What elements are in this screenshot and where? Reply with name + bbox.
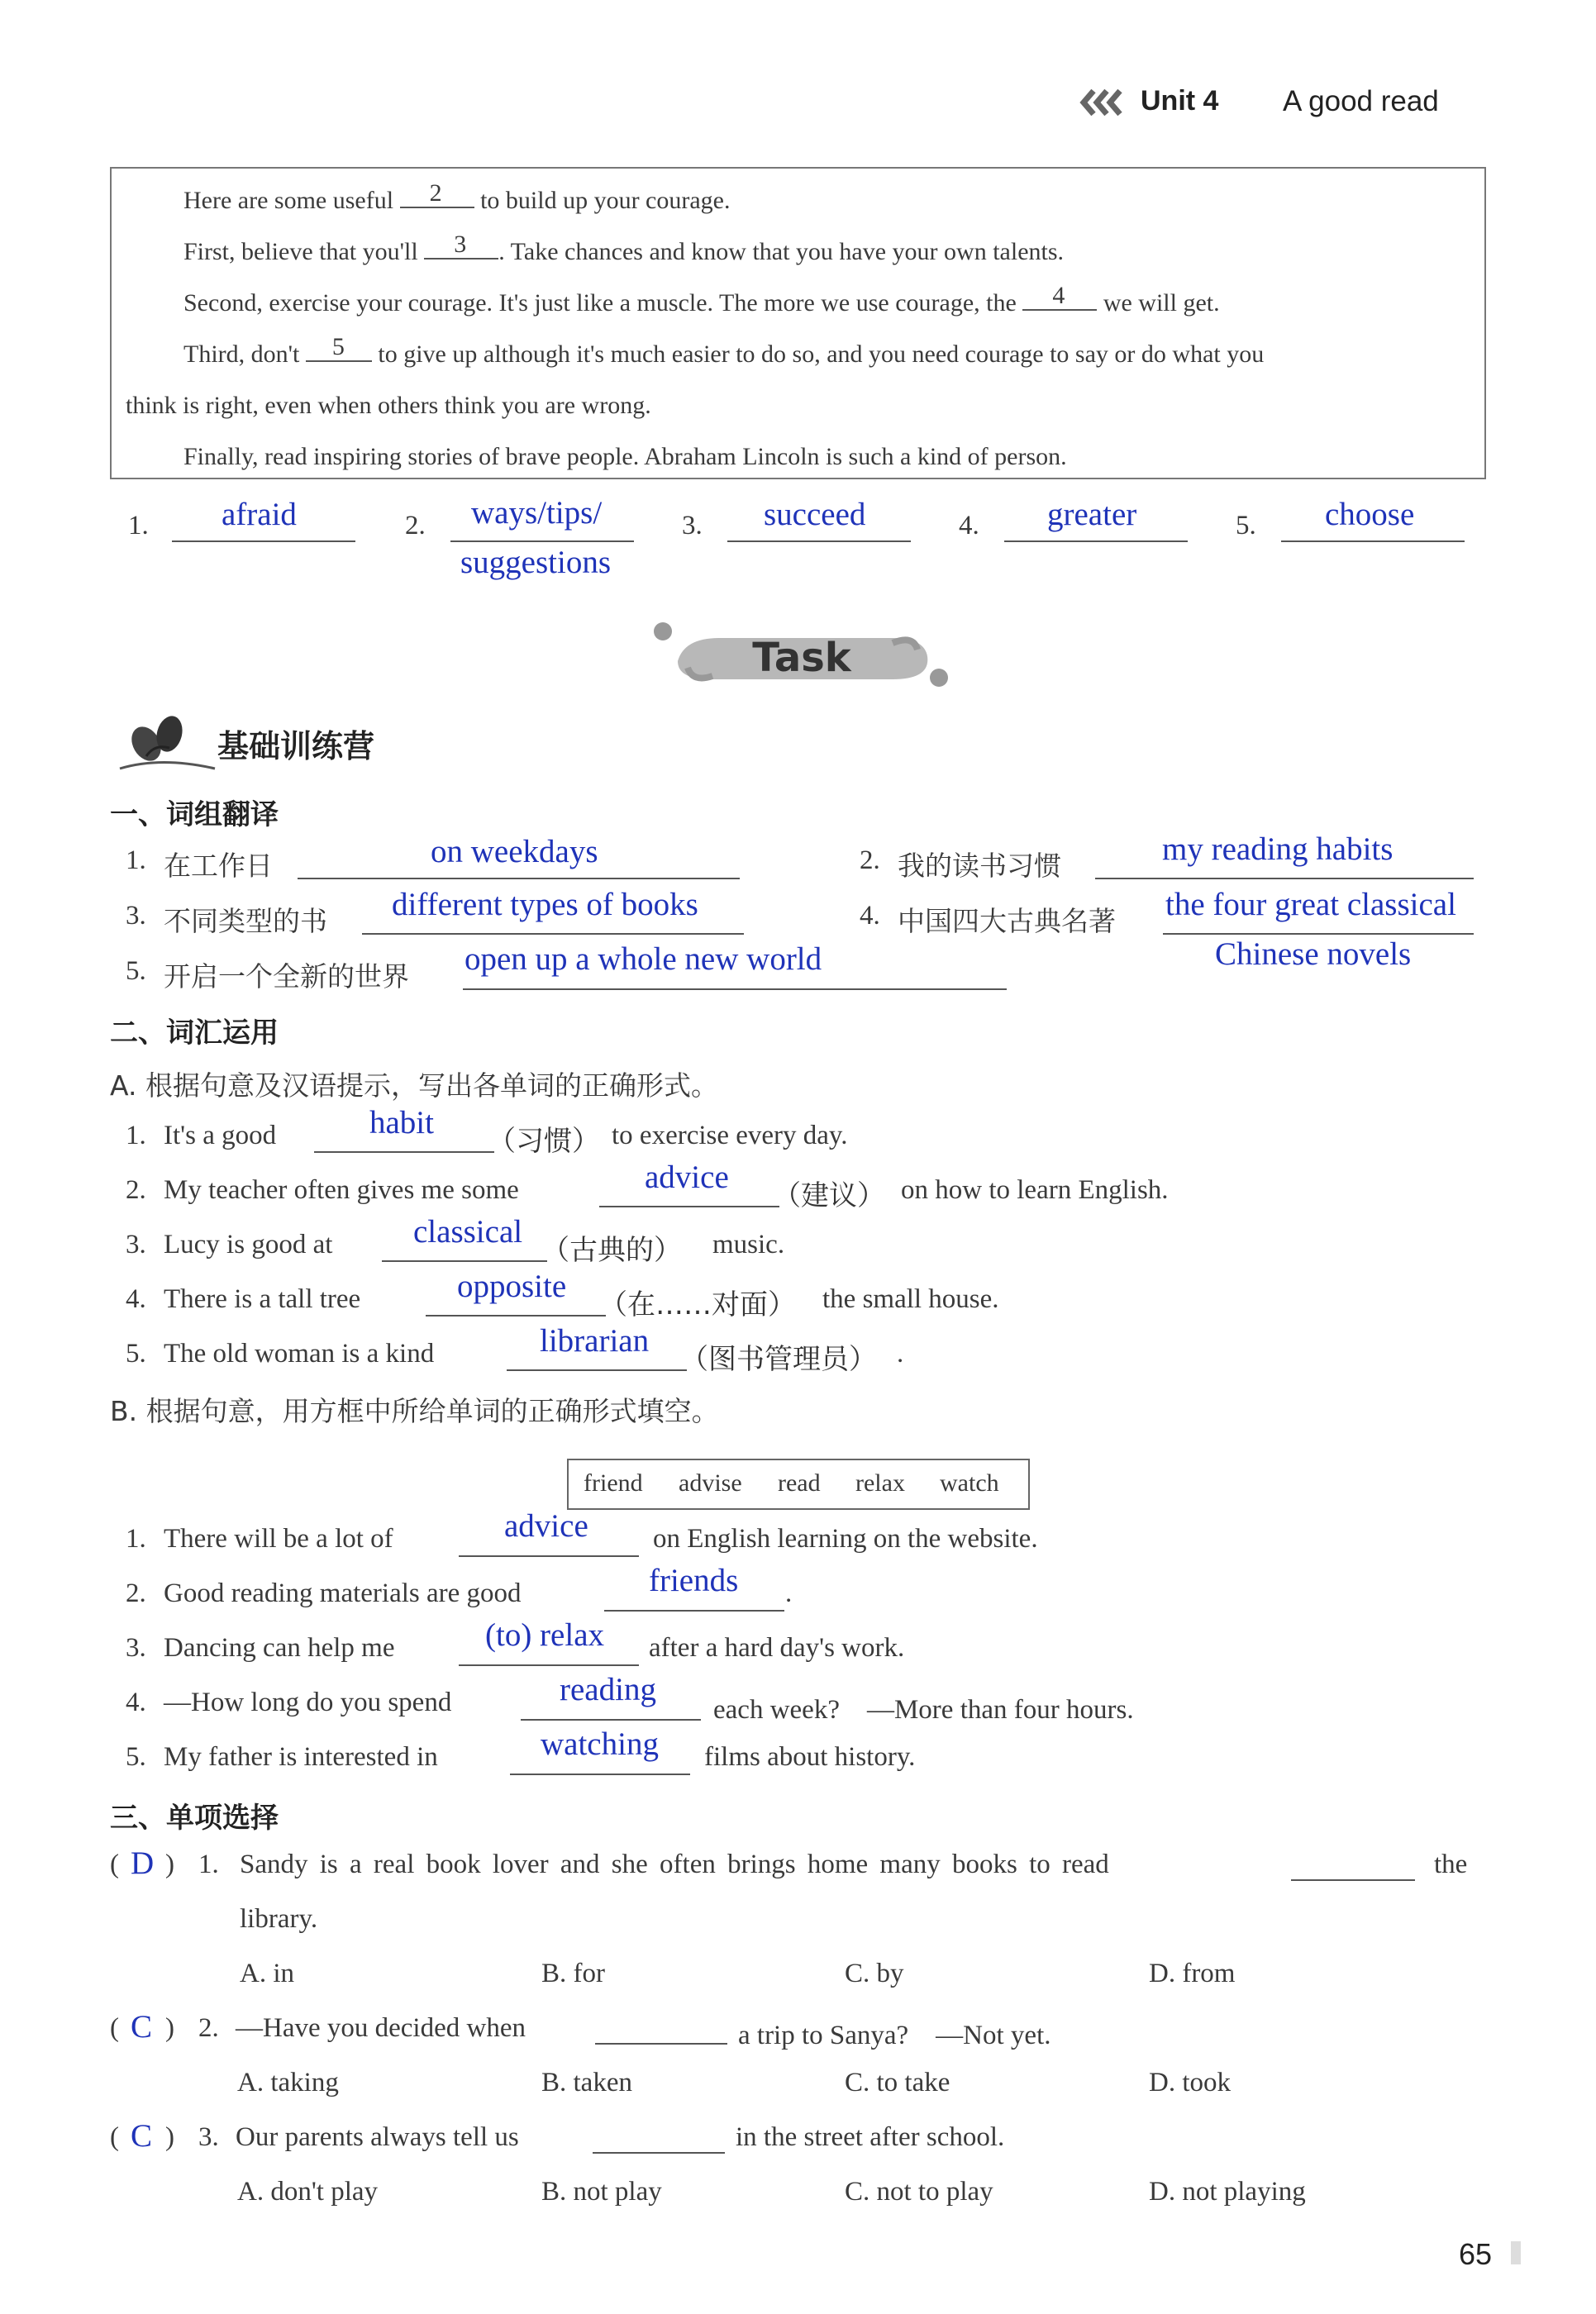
q1-option-d[interactable]: D. from: [1149, 1959, 1236, 1988]
q3-text: Our parents always tell us: [236, 2122, 519, 2152]
pa-answer-2b: suggestions: [460, 545, 612, 580]
p2a-num-4: 4.: [126, 1284, 146, 1314]
pa-blank-1: [172, 540, 355, 542]
q3-blank: [593, 2152, 725, 2154]
q3-num: 3.: [198, 2122, 219, 2152]
q1-blank: [1291, 1879, 1415, 1881]
p2a-post-1: to exercise every day.: [612, 1121, 848, 1150]
part2-b-instruction: B. 根据句意，用方框中所给单词的正确形式填空。: [110, 1395, 719, 1427]
p1-answer-1: on weekdays: [431, 834, 598, 869]
p2b-post-5: films about history.: [704, 1742, 916, 1772]
p2b-pre-1: There will be a lot of: [164, 1524, 393, 1554]
pa-num-3: 3.: [682, 511, 703, 540]
p1-blank-5: [463, 988, 1007, 990]
p2b-post-1: on English learning on the website.: [653, 1524, 1038, 1554]
p2a-answer-1: habit: [369, 1105, 434, 1140]
q3-text-after: in the street after school.: [736, 2122, 1005, 2152]
p1-prompt-2: 我的读书习惯: [898, 850, 1061, 882]
p2a-blank-5: [507, 1369, 687, 1371]
p2b-post-4: each week? —More than four hours.: [713, 1695, 1134, 1725]
p1-prompt-4: 中国四大古典名著: [898, 905, 1116, 937]
p2b-post-3: after a hard day's work.: [649, 1633, 905, 1663]
p2b-num-1: 1.: [126, 1524, 146, 1554]
p1-prompt-3: 不同类型的书: [164, 905, 327, 937]
p2a-answer-4: opposite: [457, 1269, 567, 1304]
q1-option-b[interactable]: B. for: [541, 1959, 605, 1988]
p2a-post-4: the small house.: [822, 1284, 999, 1314]
p2a-blank-2: [599, 1206, 779, 1207]
section-title: 基础训练营: [217, 728, 375, 764]
p2a-hint-1: （习惯）: [488, 1125, 600, 1158]
pa-num-2: 2.: [405, 511, 426, 540]
p1-answer-2: my reading habits: [1162, 831, 1394, 867]
p2a-answer-3: classical: [413, 1214, 523, 1250]
header-chevrons-icon: [1079, 86, 1130, 123]
p2a-post-3: music.: [712, 1230, 785, 1259]
p2a-num-5: 5.: [126, 1339, 146, 1369]
p2a-pre-1: It's a good: [164, 1121, 277, 1150]
q3-option-d[interactable]: D. not playing: [1149, 2177, 1306, 2207]
p1-blank-1: [298, 878, 740, 879]
p2a-pre-3: Lucy is good at: [164, 1230, 333, 1259]
p2a-blank-4: [426, 1315, 606, 1317]
q3-paren: ( ): [110, 2122, 174, 2152]
q2-option-b[interactable]: B. taken: [541, 2068, 632, 2097]
p2a-blank-1: [314, 1151, 494, 1153]
p2a-hint-5: （图书管理员）: [680, 1343, 877, 1376]
task-banner: [645, 613, 959, 692]
pa-num-5: 5.: [1236, 511, 1256, 540]
pa-answer-5: choose: [1325, 497, 1415, 532]
q1-text-after: the: [1434, 1850, 1468, 1879]
p2b-answer-2: friends: [649, 1563, 739, 1598]
word-box-word-2: advise: [679, 1469, 742, 1497]
q1-option-a[interactable]: A. in: [240, 1959, 294, 1988]
q2-blank: [595, 2043, 727, 2045]
pa-blank-4: [1004, 540, 1188, 542]
pa-num-1: 1.: [128, 511, 149, 540]
word-box-word-3: read: [778, 1469, 821, 1497]
page-number: 65: [1459, 2237, 1493, 2271]
p2a-num-3: 3.: [126, 1230, 146, 1259]
pa-answer-2: ways/tips/: [471, 495, 603, 531]
q3-answer: C: [131, 2118, 153, 2154]
p2a-pre-5: The old woman is a kind: [164, 1339, 435, 1369]
p1-blank-4: [1163, 933, 1474, 935]
p1-num-4: 4.: [860, 901, 880, 931]
q3-option-c[interactable]: C. not to play: [845, 2177, 993, 2207]
p1-num-2: 2.: [860, 845, 880, 875]
p2b-answer-3: (to) relax: [485, 1617, 605, 1653]
p2b-blank-5: [510, 1774, 690, 1775]
q2-paren: ( ): [110, 2013, 174, 2043]
p2a-num-2: 2.: [126, 1175, 146, 1205]
p1-num-5: 5.: [126, 956, 146, 986]
pa-blank-2: [450, 540, 634, 542]
p2b-pre-4: —How long do you spend: [164, 1688, 452, 1717]
q2-option-d[interactable]: D. took: [1149, 2068, 1231, 2097]
p2a-answer-2: advice: [645, 1159, 729, 1195]
p1-blank-2: [1095, 878, 1474, 879]
q2-option-a[interactable]: A. taking: [237, 2068, 339, 2097]
p2a-pre-4: There is a tall tree: [164, 1284, 361, 1314]
part1-heading: 一、词组翻译: [110, 798, 279, 831]
part3-heading: 三、单项选择: [110, 1802, 279, 1835]
q3-option-a[interactable]: A. don't play: [237, 2177, 379, 2207]
p1-answer-4: the four great classical: [1165, 887, 1456, 922]
passage-line-3: Second, exercise your courage. It's just like a muscle. The more we use courage, the 4 we will get.: [183, 282, 1220, 317]
p2a-pre-2: My teacher often gives me some: [164, 1175, 519, 1205]
passage-line-1: Here are some useful 2 to build up your courage.: [183, 179, 731, 214]
pa-answer-3: succeed: [764, 497, 866, 532]
pa-answer-4: greater: [1047, 497, 1137, 532]
p1-answer-4b: Chinese novels: [1215, 936, 1412, 972]
p2b-pre-2: Good reading materials are good: [164, 1578, 522, 1608]
p2a-answer-5: librarian: [540, 1323, 650, 1359]
p2b-pre-3: Dancing can help me: [164, 1633, 395, 1663]
p2a-blank-3: [382, 1260, 547, 1262]
p1-prompt-1: 在工作日: [164, 850, 273, 882]
q2-text: —Have you decided when: [236, 2013, 526, 2043]
part2-heading: 二、词汇运用: [110, 1017, 279, 1050]
p2b-num-4: 4.: [126, 1688, 146, 1717]
p2a-post-5: .: [897, 1339, 904, 1369]
p2b-answer-4: reading: [560, 1672, 656, 1707]
p1-answer-5: open up a whole new world: [465, 941, 822, 977]
pa-answer-1: afraid: [222, 497, 297, 532]
q1-answer: D: [131, 1845, 155, 1881]
p1-blank-3: [362, 933, 744, 935]
q1-option-c[interactable]: C. by: [845, 1959, 904, 1988]
p2b-blank-4: [521, 1719, 701, 1721]
q2-num: 2.: [198, 2013, 219, 2043]
p1-num-3: 3.: [126, 901, 146, 931]
p1-answer-3: different types of books: [392, 887, 698, 922]
word-box-word-4: relax: [855, 1469, 905, 1497]
p2b-blank-3: [459, 1664, 639, 1666]
q2-option-c[interactable]: C. to take: [845, 2068, 950, 2097]
unit-title: A good read: [1283, 85, 1439, 117]
q1-text: Sandy is a real book lover and she often brings home many books to read: [240, 1850, 1109, 1879]
p2b-answer-5: watching: [541, 1726, 659, 1762]
page-number-tab: [1511, 2241, 1521, 2264]
passage-line-5: think is right, even when others think you are wrong.: [126, 392, 651, 419]
unit-label: Unit 4: [1141, 85, 1219, 117]
q1-paren: ( ): [110, 1850, 174, 1879]
p2b-blank-1: [459, 1555, 639, 1557]
pa-blank-3: [727, 540, 911, 542]
p2b-post-2: .: [785, 1578, 793, 1608]
task-banner-text: Task: [752, 635, 851, 681]
q2-answer: C: [131, 2009, 153, 2045]
leaf-icon: [112, 711, 219, 781]
passage-line-4: Third, don't 5 to give up although it's much easier to do so, and you need courage to say or do what you: [183, 333, 1265, 368]
pa-blank-5: [1281, 540, 1465, 542]
p2a-hint-3: （古典的）: [541, 1234, 682, 1267]
passage-line-2: First, believe that you'll 3 . Take chances and know that you have your own talents.: [183, 231, 1065, 265]
q2-text-after: a trip to Sanya? —Not yet.: [738, 2021, 1051, 2050]
p2a-post-2: on how to learn English.: [901, 1175, 1169, 1205]
word-box-word-5: watch: [940, 1469, 999, 1497]
p2a-hint-4: （在……对面）: [599, 1288, 796, 1321]
word-box-word-1: friend: [584, 1469, 643, 1497]
p2b-pre-5: My father is interested in: [164, 1742, 438, 1772]
q3-option-b[interactable]: B. not play: [541, 2177, 662, 2207]
p2b-num-3: 3.: [126, 1633, 146, 1663]
p2b-num-5: 5.: [126, 1742, 146, 1772]
p2a-num-1: 1.: [126, 1121, 146, 1150]
p2b-blank-2: [604, 1610, 784, 1612]
p2a-hint-2: （建议）: [773, 1179, 885, 1212]
p1-prompt-5: 开启一个全新的世界: [164, 960, 409, 993]
q1-num: 1.: [198, 1850, 219, 1879]
pa-num-4: 4.: [959, 511, 979, 540]
q1-text-2: library.: [240, 1904, 318, 1934]
p2b-answer-1: advice: [504, 1508, 588, 1544]
part2-a-instruction: A. 根据句意及汉语提示，写出各单词的正确形式。: [110, 1069, 718, 1102]
p1-num-1: 1.: [126, 845, 146, 875]
p2b-num-2: 2.: [126, 1578, 146, 1608]
passage-line-6: Finally, read inspiring stories of brave people. Abraham Lincoln is such a kind of person.: [183, 443, 1067, 470]
